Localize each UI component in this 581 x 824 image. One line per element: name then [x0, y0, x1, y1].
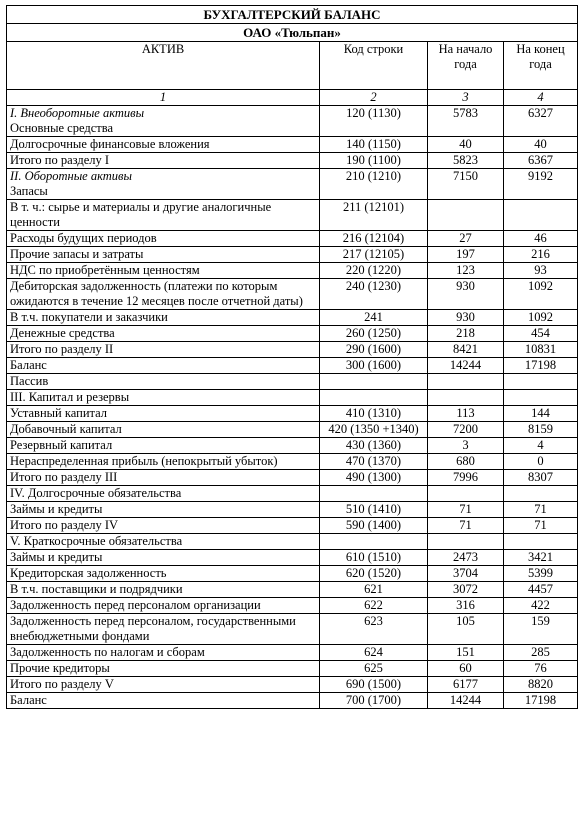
row-begin: 105: [428, 614, 504, 645]
row-name: IV. Долгосрочные обязательства: [10, 486, 182, 500]
row-begin: 123: [428, 263, 504, 279]
row-end: 422: [504, 598, 578, 614]
table-row: [7, 454, 578, 470]
row-begin: 14244: [428, 358, 504, 374]
row-name: Задолженность перед персоналом организации: [10, 598, 261, 612]
row-code: [320, 534, 428, 550]
table-row: [7, 374, 578, 390]
row-code: 220 (1220): [320, 263, 428, 279]
row-end: 4457: [504, 582, 578, 598]
row-name-cell: [7, 342, 320, 358]
row-name-cell: [7, 200, 320, 231]
row-name-cell: [7, 422, 320, 438]
row-end: 1092: [504, 310, 578, 326]
table-row: [7, 518, 578, 534]
row-end: 71: [504, 518, 578, 534]
table-row: [7, 390, 578, 406]
table-row: [7, 326, 578, 342]
row-name-cell: [7, 677, 320, 693]
table-row: [7, 677, 578, 693]
row-end: 8820: [504, 677, 578, 693]
row-begin: 5823: [428, 153, 504, 169]
row-code: 623: [320, 614, 428, 645]
row-name: Прочие кредиторы: [10, 661, 110, 675]
row-code: 241: [320, 310, 428, 326]
header-end: На конец года: [504, 42, 578, 90]
column-number: 4: [504, 90, 578, 106]
table-row: [7, 693, 578, 709]
row-name: Нераспределенная прибыль (непокрытый убыток): [10, 454, 278, 468]
row-end: 17198: [504, 358, 578, 374]
row-name: НДС по приобретённым ценностям: [10, 263, 200, 277]
table-row: [7, 310, 578, 326]
row-end: 4: [504, 438, 578, 454]
header-asset: АКТИВ: [7, 42, 320, 90]
row-begin: 71: [428, 518, 504, 534]
table-row: [7, 438, 578, 454]
row-name: Итого по разделу IV: [10, 518, 119, 532]
row-name-cell: [7, 153, 320, 169]
row-name-cell: [7, 326, 320, 342]
row-name-cell: [7, 518, 320, 534]
row-code: 420 (1350 +1340): [320, 422, 428, 438]
row-name: Денежные средства: [10, 326, 115, 340]
row-name: Баланс: [10, 693, 47, 707]
row-name-cell: [7, 614, 320, 645]
table-row: [7, 169, 578, 200]
row-code: 430 (1360): [320, 438, 428, 454]
table-row: [7, 598, 578, 614]
row-end: [504, 486, 578, 502]
table-row: [7, 200, 578, 231]
table-row: [7, 645, 578, 661]
row-end: 9192: [504, 169, 578, 200]
row-code: 210 (1210): [320, 169, 428, 200]
row-code: 240 (1230): [320, 279, 428, 310]
row-name: Итого по разделу III: [10, 470, 118, 484]
row-name-cell: [7, 486, 320, 502]
row-begin: 316: [428, 598, 504, 614]
row-name-cell: [7, 645, 320, 661]
row-begin: 40: [428, 137, 504, 153]
table-row: [7, 502, 578, 518]
row-name: Основные средства: [10, 121, 114, 135]
table-row: [7, 614, 578, 645]
document-title: БУХГАЛТЕРСКИЙ БАЛАНС: [7, 6, 578, 24]
row-name: Резервный капитал: [10, 438, 113, 452]
row-name-cell: [7, 454, 320, 470]
row-name-cell: [7, 169, 320, 200]
row-code: 624: [320, 645, 428, 661]
row-end: 76: [504, 661, 578, 677]
row-name-cell: [7, 566, 320, 582]
row-name-cell: [7, 534, 320, 550]
row-name-cell: [7, 279, 320, 310]
row-code: 211 (12101): [320, 200, 428, 231]
row-end: 10831: [504, 342, 578, 358]
column-number: 3: [428, 90, 504, 106]
row-begin: 2473: [428, 550, 504, 566]
row-begin: 6177: [428, 677, 504, 693]
table-row: [7, 406, 578, 422]
row-code: 410 (1310): [320, 406, 428, 422]
row-name-cell: [7, 502, 320, 518]
row-code: 300 (1600): [320, 358, 428, 374]
row-name: Итого по разделу I: [10, 153, 110, 167]
table-row: [7, 137, 578, 153]
row-name-cell: [7, 247, 320, 263]
row-end: 5399: [504, 566, 578, 582]
row-name: Дебиторская задолженность (платежи по которым ожидаются в течение 12 месяцев после отчетной даты): [10, 279, 303, 308]
row-code: 290 (1600): [320, 342, 428, 358]
row-code: 690 (1500): [320, 677, 428, 693]
row-end: 159: [504, 614, 578, 645]
row-name: Уставный капитал: [10, 406, 108, 420]
row-end: 454: [504, 326, 578, 342]
row-name: Долгосрочные финансовые вложения: [10, 137, 210, 151]
row-begin: 5783: [428, 106, 504, 137]
row-end: 285: [504, 645, 578, 661]
row-name-cell: [7, 550, 320, 566]
row-name-cell: [7, 582, 320, 598]
balance-sheet: [6, 5, 577, 709]
row-end: 17198: [504, 693, 578, 709]
row-code: 610 (1510): [320, 550, 428, 566]
row-begin: 8421: [428, 342, 504, 358]
row-code: 217 (12105): [320, 247, 428, 263]
row-name-cell: [7, 263, 320, 279]
row-code: [320, 374, 428, 390]
row-code: 622: [320, 598, 428, 614]
row-end: 46: [504, 231, 578, 247]
row-name: Запасы: [10, 184, 48, 198]
row-end: 40: [504, 137, 578, 153]
row-name: В т.ч. покупатели и заказчики: [10, 310, 168, 324]
row-name: Прочие запасы и затраты: [10, 247, 144, 261]
row-code: [320, 390, 428, 406]
table-row: [7, 106, 578, 137]
row-end: [504, 534, 578, 550]
table-row: [7, 661, 578, 677]
row-name-cell: [7, 598, 320, 614]
balance-table: [6, 5, 578, 709]
row-end: 1092: [504, 279, 578, 310]
table-row: [7, 422, 578, 438]
row-name: Расходы будущих периодов: [10, 231, 157, 245]
row-begin: [428, 390, 504, 406]
column-number: 2: [320, 90, 428, 106]
row-name-cell: [7, 390, 320, 406]
row-name-cell: [7, 406, 320, 422]
table-row: [7, 358, 578, 374]
table-row: [7, 486, 578, 502]
row-code: 620 (1520): [320, 566, 428, 582]
company-name: ОАО «Тюльпан»: [7, 24, 578, 42]
row-end: 8159: [504, 422, 578, 438]
row-name-cell: [7, 231, 320, 247]
row-name-cell: [7, 310, 320, 326]
row-name: Кредиторская задолженность: [10, 566, 167, 580]
row-name: Займы и кредиты: [10, 502, 103, 516]
section-heading: II. Оборотные активы: [10, 169, 132, 183]
row-begin: 151: [428, 645, 504, 661]
table-row: [7, 566, 578, 582]
row-begin: 27: [428, 231, 504, 247]
row-begin: 7150: [428, 169, 504, 200]
row-name: В т.ч. поставщики и подрядчики: [10, 582, 183, 596]
row-name: Пассив: [10, 374, 49, 388]
row-name: Итого по разделу V: [10, 677, 114, 691]
row-name-cell: [7, 106, 320, 137]
row-begin: [428, 374, 504, 390]
row-code: 140 (1150): [320, 137, 428, 153]
row-name-cell: [7, 358, 320, 374]
row-end: 93: [504, 263, 578, 279]
row-code: 510 (1410): [320, 502, 428, 518]
table-row: [7, 582, 578, 598]
row-begin: 7996: [428, 470, 504, 486]
row-begin: 680: [428, 454, 504, 470]
row-name: V. Краткосрочные обязательства: [10, 534, 183, 548]
table-row: [7, 153, 578, 169]
row-begin: [428, 486, 504, 502]
row-name-cell: [7, 661, 320, 677]
row-name-cell: [7, 438, 320, 454]
row-code: 490 (1300): [320, 470, 428, 486]
row-name: Баланс: [10, 358, 47, 372]
table-row: [7, 231, 578, 247]
table-row: [7, 550, 578, 566]
row-begin: 71: [428, 502, 504, 518]
row-code: 621: [320, 582, 428, 598]
row-end: 144: [504, 406, 578, 422]
row-begin: 113: [428, 406, 504, 422]
row-begin: 3704: [428, 566, 504, 582]
row-end: 0: [504, 454, 578, 470]
table-row: [7, 279, 578, 310]
table-row: [7, 534, 578, 550]
row-begin: 60: [428, 661, 504, 677]
section-heading: I. Внеоборотные активы: [10, 106, 145, 120]
row-begin: 14244: [428, 693, 504, 709]
row-end: [504, 200, 578, 231]
row-name-cell: [7, 374, 320, 390]
table-row: [7, 263, 578, 279]
row-begin: 197: [428, 247, 504, 263]
row-begin: 930: [428, 279, 504, 310]
row-name-cell: [7, 693, 320, 709]
row-name-cell: [7, 470, 320, 486]
row-code: 470 (1370): [320, 454, 428, 470]
row-code: [320, 486, 428, 502]
row-begin: 3072: [428, 582, 504, 598]
row-code: 700 (1700): [320, 693, 428, 709]
row-name: III. Капитал и резервы: [10, 390, 130, 404]
row-name: Задолженность по налогам и сборам: [10, 645, 205, 659]
table-row: [7, 342, 578, 358]
row-begin: [428, 200, 504, 231]
row-begin: 7200: [428, 422, 504, 438]
row-end: 6327: [504, 106, 578, 137]
table-row: [7, 470, 578, 486]
row-code: 625: [320, 661, 428, 677]
row-code: 590 (1400): [320, 518, 428, 534]
row-end: 8307: [504, 470, 578, 486]
row-code: 260 (1250): [320, 326, 428, 342]
row-end: 6367: [504, 153, 578, 169]
table-row: [7, 247, 578, 263]
header-begin: На начало года: [428, 42, 504, 90]
row-code: 190 (1100): [320, 153, 428, 169]
row-name: Итого по разделу II: [10, 342, 114, 356]
row-begin: 218: [428, 326, 504, 342]
row-code: 120 (1130): [320, 106, 428, 137]
row-begin: 3: [428, 438, 504, 454]
row-name: В т. ч.: сырье и материалы и другие аналогичные ценности: [10, 200, 272, 229]
row-name-cell: [7, 137, 320, 153]
row-begin: [428, 534, 504, 550]
row-code: 216 (12104): [320, 231, 428, 247]
row-name: Добавочный капитал: [10, 422, 122, 436]
row-name: Займы и кредиты: [10, 550, 103, 564]
row-end: 216: [504, 247, 578, 263]
row-end: 71: [504, 502, 578, 518]
row-end: [504, 374, 578, 390]
row-name: Задолженность перед персоналом, государственными внебюджетными фондами: [10, 614, 296, 643]
row-end: [504, 390, 578, 406]
row-end: 3421: [504, 550, 578, 566]
row-begin: 930: [428, 310, 504, 326]
header-code: Код строки: [320, 42, 428, 90]
column-number: 1: [7, 90, 320, 106]
